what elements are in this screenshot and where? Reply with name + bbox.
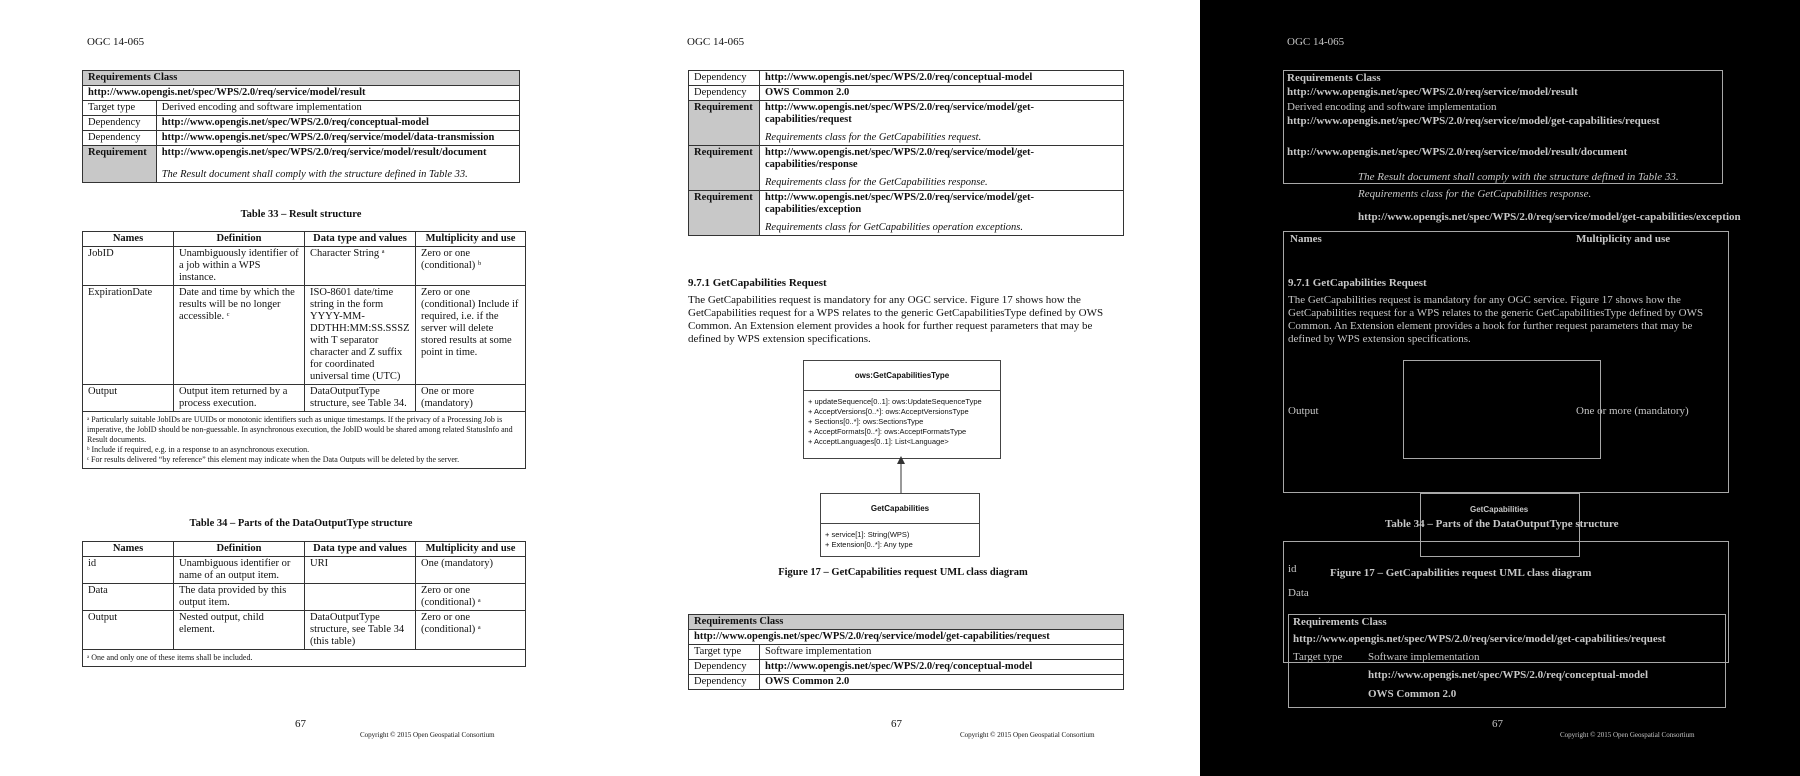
row-value: http://www.opengis.net/spec/WPS/2.0/req/conceptual-model — [156, 116, 519, 131]
overlay-text: id — [1288, 563, 1297, 575]
requirements-table-continued — [688, 70, 1124, 236]
row-key: Dependency — [689, 660, 760, 675]
overlay-text: Requirements Class — [1293, 616, 1387, 628]
row-key: Dependency — [83, 116, 157, 131]
table-notes — [83, 412, 526, 469]
uml-attribute: + AcceptFormats[0..*]: ows:AcceptFormatsType — [808, 427, 967, 436]
overlay-text: Output — [1288, 405, 1319, 417]
table-34 — [82, 541, 526, 667]
uml-attribute: + AcceptVersions[0..*]: ows:AcceptVersionsType — [808, 407, 969, 416]
overlay-text: OWS Common 2.0 — [1368, 688, 1457, 700]
col-header: Definition — [174, 232, 305, 247]
table-row — [83, 286, 526, 385]
footnote: ᵃ One and only one of these items shall be included. — [83, 650, 526, 667]
overlay-composite-panel — [1200, 0, 1800, 776]
uml-class-getcapabilitiestype — [803, 360, 1001, 459]
overlay-text: The Result document shall comply with the structure defined in Table 33. — [1358, 171, 1679, 183]
overlay-text: The GetCapabilities request is mandatory for any OGC service. Figure 17 shows how the GetCapabilities request for a WPS relates to the generic GetCapabilitiesType defined by OWS Common. An Extension element provides a hook for further request parameters that may be defined by WPS extension specifications. — [1288, 294, 1704, 345]
overlay-text: Multiplicity and use — [1576, 233, 1671, 245]
row-key: Dependency — [689, 675, 760, 690]
cell: DataOutputType structure, see Table 34 (this table) — [305, 611, 416, 650]
overlay-text: http://www.opengis.net/spec/WPS/2.0/req/service/model/get-capabilities/exception — [1358, 211, 1741, 223]
cell: URI — [305, 557, 416, 584]
row-value: OWS Common 2.0 — [760, 675, 1124, 690]
cell: JobID — [83, 247, 174, 286]
inheritance-arrow — [895, 456, 907, 494]
row-value: Software implementation — [760, 645, 1124, 660]
overlay-layer — [1200, 0, 1800, 776]
uml-attributes — [804, 391, 1000, 453]
req-class-title: Requirements Class — [83, 71, 520, 86]
requirement-uri: http://www.opengis.net/spec/WPS/2.0/req/service/model/result/document — [161, 147, 487, 158]
overlay-text: http://www.opengis.net/spec/WPS/2.0/req/conceptual-model — [1368, 669, 1648, 681]
page-header: OGC 14-065 — [1287, 36, 1345, 48]
cell: Unambiguously identifier of a job within a WPS instance. — [174, 247, 305, 286]
uml-attribute: + service[1]: String(WPS) — [825, 530, 910, 539]
row-key: Dependency — [83, 131, 157, 146]
table-34-caption: Table 34 – Parts of the DataOutputType structure — [189, 518, 413, 529]
cell: Output — [83, 385, 174, 412]
requirement-text: Requirements class for the GetCapabilities response. — [765, 177, 988, 188]
cell: The data provided by this output item. — [174, 584, 305, 611]
overlay-text: Requirements class for the GetCapabilities response. — [1358, 188, 1592, 200]
table-row — [83, 584, 526, 611]
overlay-table-outline — [1288, 614, 1726, 708]
cell: Output — [83, 611, 174, 650]
requirement-text: The Result document shall comply with the structure defined in Table 33. — [161, 169, 468, 180]
uml-attributes — [821, 524, 979, 556]
requirement-label: Requirement — [689, 101, 760, 146]
row-key: Target type — [689, 645, 760, 660]
cell: Output item returned by a process execution. — [174, 385, 305, 412]
cell: Date and time by which the results will be no longer accessible. ᶜ — [174, 286, 305, 385]
cell: Zero or one (conditional) ᵇ — [416, 247, 526, 286]
footnote: ᵃ Particularly suitable JobIDs are UUIDs or monotonic identifiers such as unique timestamps. If the privacy of a Processing Job is imperative, the JobID should be non-guessable. In asynchronous execution, the JobID would be shared among related StatusInfo and Result documents. — [87, 415, 513, 444]
cell: Zero or one (conditional) Include if required, i.e. if the server will delete stored results at some point in time. — [416, 286, 526, 385]
table-row — [83, 385, 526, 412]
col-header: Names — [83, 542, 174, 557]
page-number: 67 — [891, 718, 902, 730]
uml-attribute: + Extension[0..*]: Any type — [825, 540, 913, 549]
requirement-label: Requirement — [83, 146, 157, 183]
footnote: ᶜ For results delivered “by reference” this element may indicate when the Data Outputs will be deleted by the server. — [87, 455, 460, 464]
req-class-title: Requirements Class — [689, 615, 1124, 630]
col-header: Data type and values — [305, 542, 416, 557]
copyright: Copyright © 2015 Open Geospatial Consortium — [1560, 731, 1695, 739]
cell: One or more (mandatory) — [416, 385, 526, 412]
uml-attribute: + Sections[0..*]: ows:SectionsType — [808, 417, 924, 426]
overlay-text: Figure 17 – GetCapabilities request UML class diagram — [1330, 567, 1592, 579]
overlay-text: Table 34 – Parts of the DataOutputType structure — [1385, 518, 1619, 530]
overlay-text: One or more (mandatory) — [1576, 405, 1689, 417]
requirements-class-table — [688, 614, 1124, 690]
overlay-text: http://www.opengis.net/spec/WPS/2.0/req/service/model/result — [1287, 86, 1578, 98]
cell: Character String ᵃ — [305, 247, 416, 286]
requirement-text: Requirements class for GetCapabilities operation exceptions. — [765, 222, 1023, 233]
row-value: http://www.opengis.net/spec/WPS/2.0/req/service/model/data-transmission — [156, 131, 519, 146]
requirements-class-table — [82, 70, 520, 183]
cell: ISO-8601 date/time string in the form YYYY-MM-DDTHH:MM:SS.SSSZ with T separator character and Z suffix for coordinated universal time (UTC) — [305, 286, 416, 385]
overlay-text: Data — [1288, 587, 1309, 599]
cell: Nested output, child element. — [174, 611, 305, 650]
uml-class-name: ows:GetCapabilitiesType — [804, 361, 1000, 391]
overlay-text: Requirements Class — [1287, 72, 1381, 84]
table-row — [83, 557, 526, 584]
overlay-uml-outline — [1403, 360, 1601, 459]
overlay-text: http://www.opengis.net/spec/WPS/2.0/req/service/model/get-capabilities/request — [1287, 115, 1660, 127]
requirement-uri: http://www.opengis.net/spec/WPS/2.0/req/service/model/get-capabilities/request — [765, 102, 1034, 125]
cell: ExpirationDate — [83, 286, 174, 385]
cell: Data — [83, 584, 174, 611]
copyright: Copyright © 2015 Open Geospatial Consortium — [960, 731, 1095, 739]
row-value: http://www.opengis.net/spec/WPS/2.0/req/conceptual-model — [760, 660, 1124, 675]
req-class-uri: http://www.opengis.net/spec/WPS/2.0/req/service/model/result — [83, 86, 520, 101]
table-row — [83, 247, 526, 286]
overlay-text: GetCapabilities — [1470, 505, 1529, 514]
page-number: 67 — [295, 718, 306, 730]
overlay-text: http://www.opengis.net/spec/WPS/2.0/req/service/model/get-capabilities/request — [1293, 633, 1666, 645]
cell: id — [83, 557, 174, 584]
cell: One (mandatory) — [416, 557, 526, 584]
uml-attribute: + updateSequence[0..1]: ows:UpdateSequenceType — [808, 397, 982, 406]
document-page-middle — [600, 0, 1200, 776]
row-value: OWS Common 2.0 — [760, 86, 1124, 101]
overlay-text: Derived encoding and software implementation — [1287, 101, 1497, 113]
cell: Unambiguous identifier or name of an output item. — [174, 557, 305, 584]
page-number: 67 — [1492, 718, 1503, 730]
uml-class-getcapabilities — [820, 493, 980, 557]
col-header: Multiplicity and use — [416, 542, 526, 557]
footnote: ᵇ Include if required, e.g. in a response to an asynchronous execution. — [87, 445, 310, 454]
cell: Zero or one (conditional) ᵃ — [416, 611, 526, 650]
table-row — [83, 611, 526, 650]
overlay-text: Names — [1290, 233, 1322, 245]
requirement-uri: http://www.opengis.net/spec/WPS/2.0/req/service/model/get-capabilities/exception — [765, 192, 1034, 215]
copyright: Copyright © 2015 Open Geospatial Consortium — [360, 731, 495, 739]
requirement-text: Requirements class for the GetCapabilities request. — [765, 132, 982, 143]
col-header: Data type and values — [305, 232, 416, 247]
requirement-label: Requirement — [689, 146, 760, 191]
section-heading: 9.7.1 GetCapabilities Request — [688, 277, 827, 289]
document-page-left — [0, 0, 600, 776]
cell: DataOutputType structure, see Table 34. — [305, 385, 416, 412]
uml-attribute: + AcceptLanguages[0..1]: List<Language> — [808, 437, 949, 446]
page-header: OGC 14-065 — [687, 36, 745, 48]
uml-class-name: GetCapabilities — [821, 494, 979, 524]
row-key: Target type — [83, 101, 157, 116]
cell: Zero or one (conditional) ᵃ — [416, 584, 526, 611]
overlay-text: Software implementation — [1368, 651, 1480, 663]
overlay-text: http://www.opengis.net/spec/WPS/2.0/req/service/model/result/document — [1287, 146, 1628, 158]
col-header: Names — [83, 232, 174, 247]
figure-caption: Figure 17 – GetCapabilities request UML class diagram — [778, 567, 1028, 578]
requirement-label: Requirement — [689, 191, 760, 236]
req-class-uri: http://www.opengis.net/spec/WPS/2.0/req/service/model/get-capabilities/request — [689, 630, 1124, 645]
row-key: Dependency — [689, 71, 760, 86]
overlay-text: Target type — [1293, 651, 1343, 663]
col-header: Multiplicity and use — [416, 232, 526, 247]
row-value: Derived encoding and software implementation — [156, 101, 519, 116]
table-33 — [82, 231, 526, 469]
col-header: Definition — [174, 542, 305, 557]
body-paragraph: The GetCapabilities request is mandatory for any OGC service. Figure 17 shows how the GetCapabilities request for a WPS relates to the generic GetCapabilitiesType defined by OWS Common. An Extension element provides a hook for further request parameters that may be defined by WPS extension specifications. — [688, 294, 1104, 345]
cell — [305, 584, 416, 611]
row-key: Dependency — [689, 86, 760, 101]
table-33-caption: Table 33 – Result structure — [240, 209, 362, 220]
row-value: http://www.opengis.net/spec/WPS/2.0/req/conceptual-model — [760, 71, 1124, 86]
requirement-uri: http://www.opengis.net/spec/WPS/2.0/req/service/model/get-capabilities/response — [765, 147, 1034, 170]
page-header: OGC 14-065 — [87, 36, 145, 48]
overlay-text: 9.7.1 GetCapabilities Request — [1288, 277, 1427, 289]
